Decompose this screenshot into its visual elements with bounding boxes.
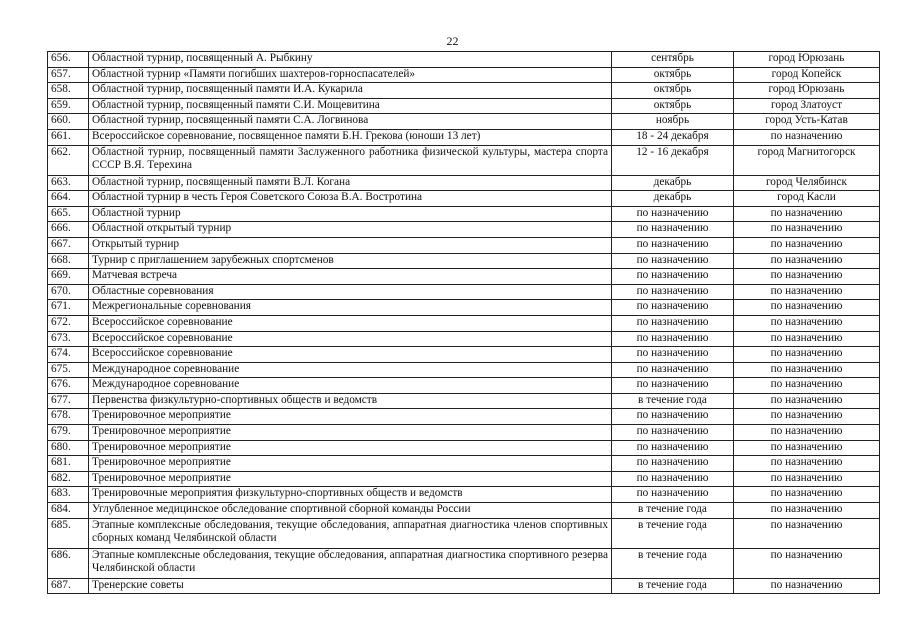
event-name-cell: Тренировочное мероприятие	[89, 471, 612, 487]
event-name-cell: Первенства физкультурно-спортивных обществ и ведомств	[89, 393, 612, 409]
event-place-cell: город Магнитогорск	[734, 145, 880, 175]
event-date-cell: по назначению	[612, 237, 734, 253]
event-place-cell: город Челябинск	[734, 175, 880, 191]
event-place-cell: по назначению	[734, 253, 880, 269]
event-date-cell: по назначению	[612, 222, 734, 238]
table-row	[48, 503, 880, 519]
row-number-cell: 667.	[48, 237, 89, 253]
table-row	[48, 145, 880, 175]
row-number-cell: 673.	[48, 331, 89, 347]
event-place-cell: по назначению	[734, 440, 880, 456]
event-name-cell: Межрегиональные соревнования	[89, 300, 612, 316]
event-date-cell: по назначению	[612, 425, 734, 441]
event-date-cell: по назначению	[612, 487, 734, 503]
row-number-cell: 666.	[48, 222, 89, 238]
event-name-cell: Областной турнир, посвященный памяти С.И. Мощевитина	[89, 98, 612, 114]
event-place-cell: по назначению	[734, 331, 880, 347]
event-name-cell: Тренировочное мероприятие	[89, 409, 612, 425]
event-name-cell: Областной турнир, посвященный памяти С.А. Логвинова	[89, 114, 612, 130]
event-name-cell: Областной турнир в честь Героя Советского Союза В.А. Востротина	[89, 191, 612, 207]
row-number-cell: 681.	[48, 456, 89, 472]
event-place-cell: город Усть-Катав	[734, 114, 880, 130]
event-name-cell: Всероссийское соревнование	[89, 315, 612, 331]
event-date-cell: по назначению	[612, 362, 734, 378]
event-name-cell: Матчевая встреча	[89, 269, 612, 285]
event-place-cell: по назначению	[734, 503, 880, 519]
table-row	[48, 67, 880, 83]
event-place-cell: по назначению	[734, 518, 880, 548]
row-number-cell: 663.	[48, 175, 89, 191]
event-date-cell: в течение года	[612, 393, 734, 409]
event-place-cell: по назначению	[734, 237, 880, 253]
table-row	[48, 578, 880, 594]
row-number-cell: 676.	[48, 378, 89, 394]
table-row	[48, 300, 880, 316]
row-number-cell: 664.	[48, 191, 89, 207]
event-place-cell: по назначению	[734, 284, 880, 300]
event-place-cell: по назначению	[734, 378, 880, 394]
event-place-cell: по назначению	[734, 425, 880, 441]
event-date-cell: в течение года	[612, 578, 734, 594]
row-number-cell: 658.	[48, 83, 89, 99]
table-row	[48, 393, 880, 409]
row-number-cell: 678.	[48, 409, 89, 425]
event-place-cell: по назначению	[734, 393, 880, 409]
event-name-cell: Областной открытый турнир	[89, 222, 612, 238]
row-number-cell: 672.	[48, 315, 89, 331]
table-row	[48, 456, 880, 472]
table-row	[48, 487, 880, 503]
event-place-cell: по назначению	[734, 487, 880, 503]
table-row	[48, 253, 880, 269]
event-name-cell: Областной турнир, посвященный памяти Заслуженного работника физической культуры, мастера спорта СССР В.Я. Терехина	[89, 145, 612, 175]
event-date-cell: в течение года	[612, 518, 734, 548]
row-number-cell: 670.	[48, 284, 89, 300]
event-place-cell: город Касли	[734, 191, 880, 207]
table-row	[48, 425, 880, 441]
row-number-cell: 683.	[48, 487, 89, 503]
row-number-cell: 675.	[48, 362, 89, 378]
event-place-cell: по назначению	[734, 362, 880, 378]
event-name-cell: Углубленное медицинское обследование спортивной сборной команды России	[89, 503, 612, 519]
event-name-cell: Открытый турнир	[89, 237, 612, 253]
row-number-cell: 657.	[48, 67, 89, 83]
event-name-cell: Областной турнир, посвященный памяти В.Л. Когана	[89, 175, 612, 191]
event-name-cell: Этапные комплексные обследования, текущие обследования, аппаратная диагностика спортивного резерва Челябинской области	[89, 548, 612, 578]
event-date-cell: октябрь	[612, 67, 734, 83]
event-date-cell: в течение года	[612, 548, 734, 578]
row-number-cell: 674.	[48, 347, 89, 363]
event-date-cell: декабрь	[612, 175, 734, 191]
table-row	[48, 409, 880, 425]
event-date-cell: по назначению	[612, 253, 734, 269]
event-place-cell: город Копейск	[734, 67, 880, 83]
event-name-cell: Областные соревнования	[89, 284, 612, 300]
table-row	[48, 440, 880, 456]
event-name-cell: Областной турнир	[89, 206, 612, 222]
row-number-cell: 662.	[48, 145, 89, 175]
event-place-cell: по назначению	[734, 347, 880, 363]
table-row	[48, 52, 880, 68]
row-number-cell: 671.	[48, 300, 89, 316]
event-date-cell: в течение года	[612, 503, 734, 519]
table-row	[48, 284, 880, 300]
event-name-cell: Тренировочное мероприятие	[89, 456, 612, 472]
table-row	[48, 362, 880, 378]
event-date-cell: декабрь	[612, 191, 734, 207]
table-row	[48, 175, 880, 191]
row-number-cell: 665.	[48, 206, 89, 222]
event-place-cell: по назначению	[734, 300, 880, 316]
table-row	[48, 83, 880, 99]
table-row	[48, 191, 880, 207]
row-number-cell: 679.	[48, 425, 89, 441]
event-place-cell: город Юрюзань	[734, 52, 880, 68]
table-row	[48, 548, 880, 578]
table-row	[48, 269, 880, 285]
row-number-cell: 659.	[48, 98, 89, 114]
event-name-cell: Тренировочное мероприятие	[89, 440, 612, 456]
event-date-cell: ноябрь	[612, 114, 734, 130]
row-number-cell: 682.	[48, 471, 89, 487]
table-row	[48, 129, 880, 145]
table-row	[48, 378, 880, 394]
event-place-cell: по назначению	[734, 206, 880, 222]
event-place-cell: по назначению	[734, 269, 880, 285]
row-number-cell: 686.	[48, 548, 89, 578]
event-place-cell: город Юрюзань	[734, 83, 880, 99]
event-date-cell: по назначению	[612, 331, 734, 347]
row-number-cell: 680.	[48, 440, 89, 456]
event-date-cell: 12 - 16 декабря	[612, 145, 734, 175]
row-number-cell: 661.	[48, 129, 89, 145]
table-row	[48, 347, 880, 363]
event-date-cell: по назначению	[612, 456, 734, 472]
event-name-cell: Тренерские советы	[89, 578, 612, 594]
event-place-cell: по назначению	[734, 548, 880, 578]
table-row	[48, 331, 880, 347]
table-row	[48, 206, 880, 222]
row-number-cell: 684.	[48, 503, 89, 519]
table-row	[48, 222, 880, 238]
event-name-cell: Областной турнир «Памяти погибших шахтеров-горноспасателей»	[89, 67, 612, 83]
event-name-cell: Всероссийское соревнование, посвященное памяти Б.Н. Грекова (юноши 13 лет)	[89, 129, 612, 145]
row-number-cell: 687.	[48, 578, 89, 594]
event-date-cell: по назначению	[612, 409, 734, 425]
page-number: 22	[446, 34, 459, 48]
event-date-cell: по назначению	[612, 206, 734, 222]
event-name-cell: Тренировочное мероприятие	[89, 425, 612, 441]
event-name-cell: Тренировочные мероприятия физкультурно-спортивных обществ и ведомств	[89, 487, 612, 503]
event-place-cell: по назначению	[734, 409, 880, 425]
table-row	[48, 471, 880, 487]
event-date-cell: по назначению	[612, 315, 734, 331]
event-name-cell: Всероссийское соревнование	[89, 331, 612, 347]
table-row	[48, 237, 880, 253]
table-row	[48, 98, 880, 114]
event-date-cell: октябрь	[612, 83, 734, 99]
event-place-cell: по назначению	[734, 222, 880, 238]
event-name-cell: Областной турнир, посвященный А. Рыбкину	[89, 52, 612, 68]
event-place-cell: по назначению	[734, 456, 880, 472]
row-number-cell: 677.	[48, 393, 89, 409]
event-date-cell: октябрь	[612, 98, 734, 114]
event-place-cell: по назначению	[734, 129, 880, 145]
event-place-cell: по назначению	[734, 315, 880, 331]
event-date-cell: 18 - 24 декабря	[612, 129, 734, 145]
event-place-cell: по назначению	[734, 578, 880, 594]
row-number-cell: 685.	[48, 518, 89, 548]
event-name-cell: Турнир с приглашением зарубежных спортсменов	[89, 253, 612, 269]
event-date-cell: по назначению	[612, 471, 734, 487]
table-row	[48, 518, 880, 548]
table-row	[48, 114, 880, 130]
event-date-cell: по назначению	[612, 440, 734, 456]
event-name-cell: Всероссийское соревнование	[89, 347, 612, 363]
row-number-cell: 669.	[48, 269, 89, 285]
table-row	[48, 315, 880, 331]
event-name-cell: Этапные комплексные обследования, текущие обследования, аппаратная диагностика членов спортивных сборных команд Челябинской области	[89, 518, 612, 548]
row-number-cell: 668.	[48, 253, 89, 269]
event-place-cell: город Златоуст	[734, 98, 880, 114]
row-number-cell: 656.	[48, 52, 89, 68]
events-table-body	[48, 52, 880, 594]
event-name-cell: Областной турнир, посвященный памяти И.А. Кукарила	[89, 83, 612, 99]
event-name-cell: Международное соревнование	[89, 362, 612, 378]
event-date-cell: по назначению	[612, 269, 734, 285]
row-number-cell: 660.	[48, 114, 89, 130]
event-date-cell: сентябрь	[612, 52, 734, 68]
events-table	[47, 51, 880, 594]
event-date-cell: по назначению	[612, 347, 734, 363]
event-place-cell: по назначению	[734, 471, 880, 487]
event-name-cell: Международное соревнование	[89, 378, 612, 394]
event-date-cell: по назначению	[612, 378, 734, 394]
event-date-cell: по назначению	[612, 284, 734, 300]
event-date-cell: по назначению	[612, 300, 734, 316]
